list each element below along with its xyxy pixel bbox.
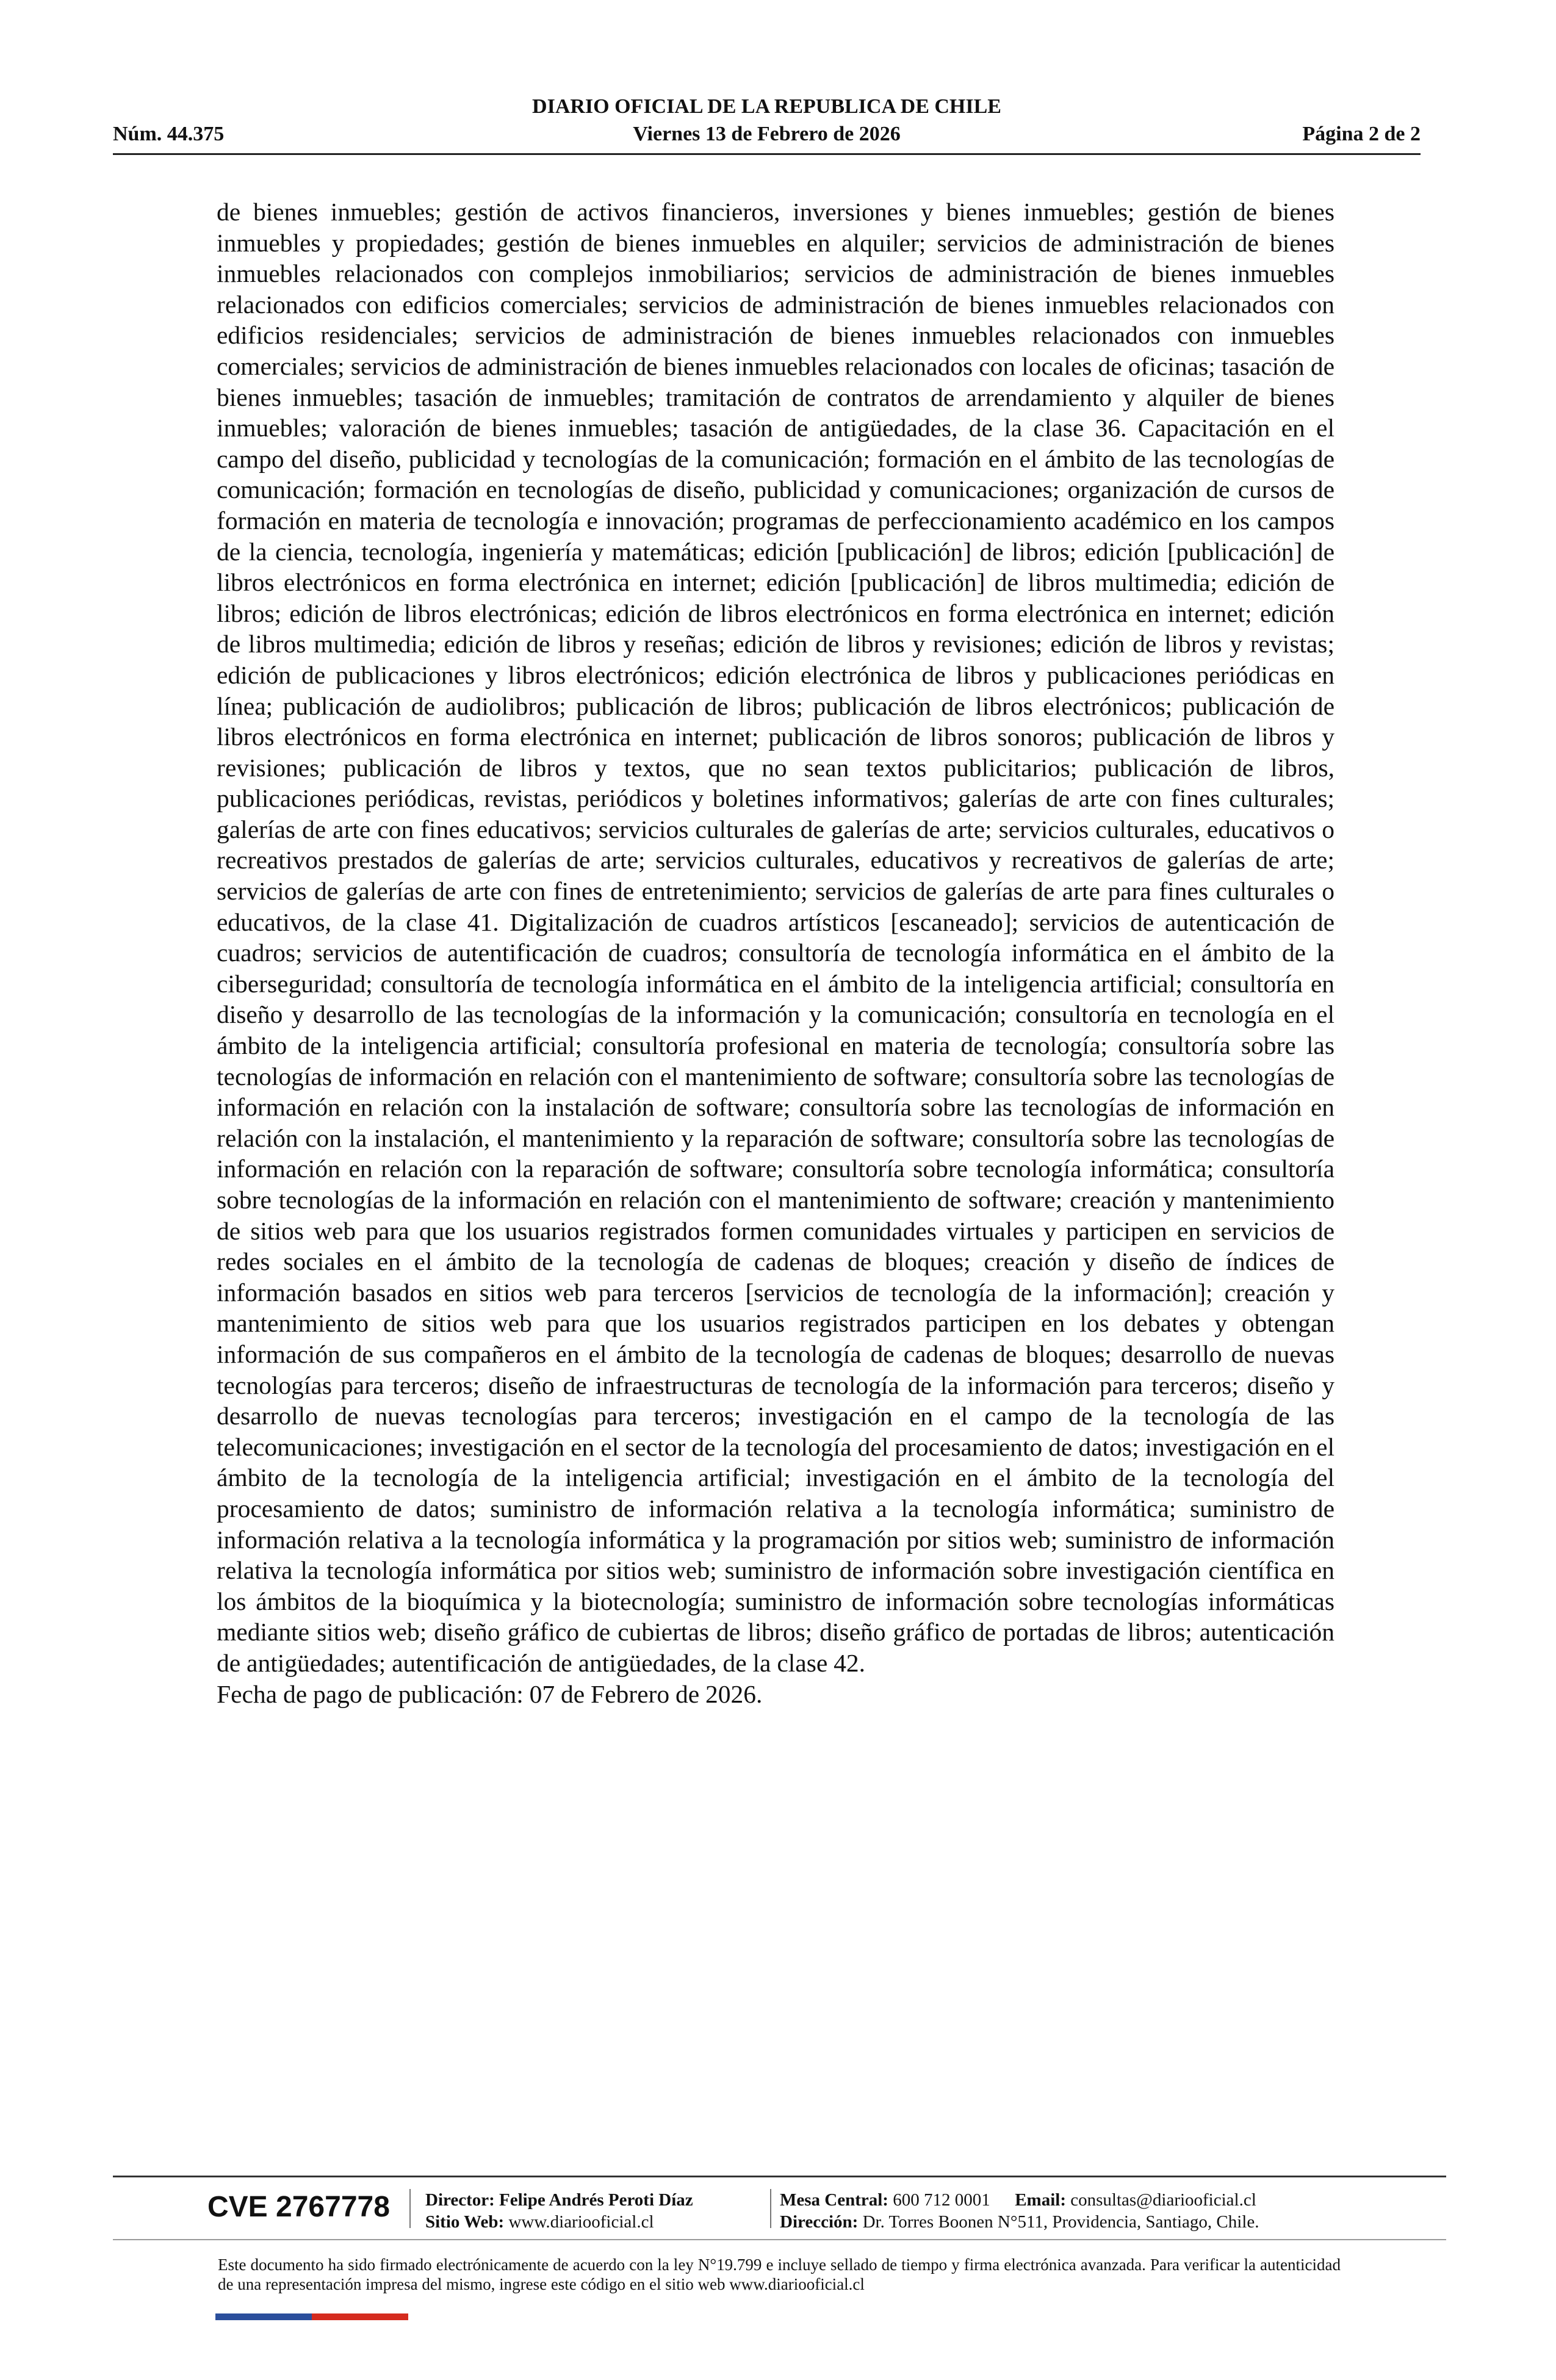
- site-link[interactable]: www.diariooficial.cl: [508, 2212, 654, 2232]
- email-label: Email:: [1015, 2190, 1066, 2210]
- mesa-central-label: Mesa Central:: [780, 2190, 888, 2210]
- mesa-central-phone: 600 712 0001: [893, 2190, 990, 2210]
- main-paragraph: de bienes inmuebles; gestión de activos financieros, inversiones y bienes inmuebles; gestión de bienes inmuebles y propiedades; gestión de bienes inmuebles en alquiler; servicios de administración de bienes inmuebles relacionados con complejos inmobiliarios; servicios de administración de bienes inmuebles relacionados con edificios comerciales; servicios de administración de bienes inmuebles relacionados con edificios residenciales; servicios de administración de bienes inmuebles relacionados con inmuebles comerciales; servicios de administración de bienes inmuebles relacionados con locales de oficinas; tasación de bienes inmuebles; tasación de inmuebles; tramitación de contratos de arrendamiento y alquiler de bienes inmuebles; valoración de bienes inmuebles; tasación de antigüedades, de la clase 36. Capacitación en el campo del diseño, publicidad y tecnologías de la comunicación; formación en el ámbito de las tecnologías de comunicación; formación en tecnologías de diseño, publicidad y comunicaciones; organización de cursos de formación en materia de tecnología e innovación; programas de perfeccionamiento académico en los campos de la ciencia, tecnología, ingeniería y matemáticas; edición [publicación] de libros; edición [publicación] de libros electrónicos en forma electrónica en internet; edición [publicación] de libros multimedia; edición de libros; edición de libros electrónicas; edición de libros electrónicos en forma electrónica en internet; edición de libros multimedia; edición de libros y reseñas; edición de libros y revisiones; edición de libros y revistas; edición de publicaciones y libros electrónicos; edición electrónica de libros y publicaciones periódicas en línea; publicación de audiolibros; publicación de libros; publicación de libros electrónicos; publicación de libros electrónicos en forma electrónica en internet; publicación de libros sonoros; publicación de libros y revisiones; publicación de libros y textos, que no sean textos publicitarios; publicación de libros, publicaciones periódicas, revistas, periódicos y boletines informativos; galerías de arte con fines culturales; galerías de arte con fines educativos; servicios culturales de galerías de arte; servicios culturales, educativos o recreativos prestados de galerías de arte; servicios culturales, educativos y recreativos de galerías de arte; servicios de galerías de arte con fines de entretenimiento; servicios de galerías de arte para fines culturales o educativos, de la clase 41. Digitalización de cuadros artísticos [escaneado]; servicios de autenticación de cuadros; servicios de autentificación de cuadros; consultoría de tecnología informática en el ámbito de la ciberseguridad; consultoría de tecnología informática en el ámbito de la inteligencia artificial; consultoría en diseño y desarrollo de las tecnologías de la información y la comunicación; consultoría en tecnología en el ámbito de la inteligencia artificial; consultoría profesional en materia de tecnología; consultoría sobre las tecnologías de información en relación con el mantenimiento de software; consultoría sobre las tecnologías de información en relación con la instalación de software; consultoría sobre las tecnologías de información en relación con la instalación, el mantenimiento y la reparación de software; consultoría sobre las tecnologías de información en relación con la reparación de software; consultoría sobre tecnología informática; consultoría sobre tecnologías de la información en relación con el mantenimiento de software; creación y mantenimiento de sitios web para que los usuarios registrados formen comunidades virtuales y participen en servicios de redes sociales en el ámbito de la tecnología de cadenas de bloques; creación y diseño de índices de información basados en sitios web para terceros [servicios de tecnología de la información]; creación y mantenimiento de sitios web para que los usuarios registrados participen en los debates y obtengan información de sus compañeros en el ámbito de la tecnología de cadenas de bloques; desarrollo de nuevas tecnologías para terceros; diseño de infraestructuras de tecnología de la información para terceros; diseño y desarrollo de nuevas tecnologías para terceros; investigación en el campo de la tecnología de las telecomunicaciones; investigación en el sector de la tecnología del procesamiento de datos; investigación en el ámbito de la tecnología de la inteligencia artificial; investigación en el ámbito de la tecnología del procesamiento de datos; suministro de información relativa a la tecnología informática; suministro de información relativa a la tecnología informática y la programación por sitios web; suministro de información relativa la tecnología informática por sitios web; suministro de información sobre investigación científica en los ámbitos de la bioquímica y la biotecnología; suministro de información sobre tecnologías informáticas mediante sitios web; diseño gráfico de cubiertas de libros; diseño gráfico de portadas de libros; autenticación de antigüedades; autentificación de antigüedades, de la clase 42.: [217, 198, 1334, 1677]
- newspaper-title: DIARIO OFICIAL DE LA REPUBLICA DE CHILE: [532, 95, 1001, 118]
- footer-contact-block: [780, 2189, 1259, 2233]
- footer-divider-mid: [113, 2239, 1446, 2240]
- email-link[interactable]: consultas@diariooficial.cl: [1070, 2190, 1256, 2210]
- footer-director-block: [425, 2189, 693, 2233]
- flag-blue-stripe: [215, 2313, 312, 2320]
- page-indicator: Página 2 de 2: [1302, 123, 1421, 145]
- footer-separator: [770, 2189, 771, 2228]
- address-label: Dirección:: [780, 2212, 859, 2232]
- site-label: Sitio Web:: [425, 2212, 505, 2232]
- page-header: [113, 93, 1421, 157]
- flag-red-stripe: [312, 2313, 408, 2320]
- footer-divider-top: [113, 2176, 1446, 2177]
- header-divider: [113, 153, 1421, 155]
- issue-date: Viernes 13 de Febrero de 2026: [633, 123, 901, 145]
- legal-notice: Este documento ha sido firmado electrónicamente de acuerdo con la ley N°19.799 e incluye sellado de tiempo y firma electrónica avanzada. Para verificar la autenticidad de una representación impresa del mismo, ingrese este código en el sitio web www.diariooficial.cl: [218, 2256, 1341, 2293]
- director-name: Felipe Andrés Peroti Díaz: [499, 2190, 693, 2210]
- issue-number: Núm. 44.375: [113, 123, 225, 145]
- address-value: Dr. Torres Boonen N°511, Providencia, Santiago, Chile.: [862, 2212, 1259, 2232]
- cve-code: CVE 2767778: [207, 2191, 390, 2223]
- document-body: [217, 197, 1334, 1709]
- page-footer: [113, 2176, 1446, 2322]
- chile-flag-stripe: [215, 2313, 408, 2320]
- director-label: Director:: [425, 2190, 495, 2210]
- payment-date-line: Fecha de pago de publicación: 07 de Febrero de 2026.: [217, 1679, 763, 1708]
- footer-separator: [409, 2189, 411, 2228]
